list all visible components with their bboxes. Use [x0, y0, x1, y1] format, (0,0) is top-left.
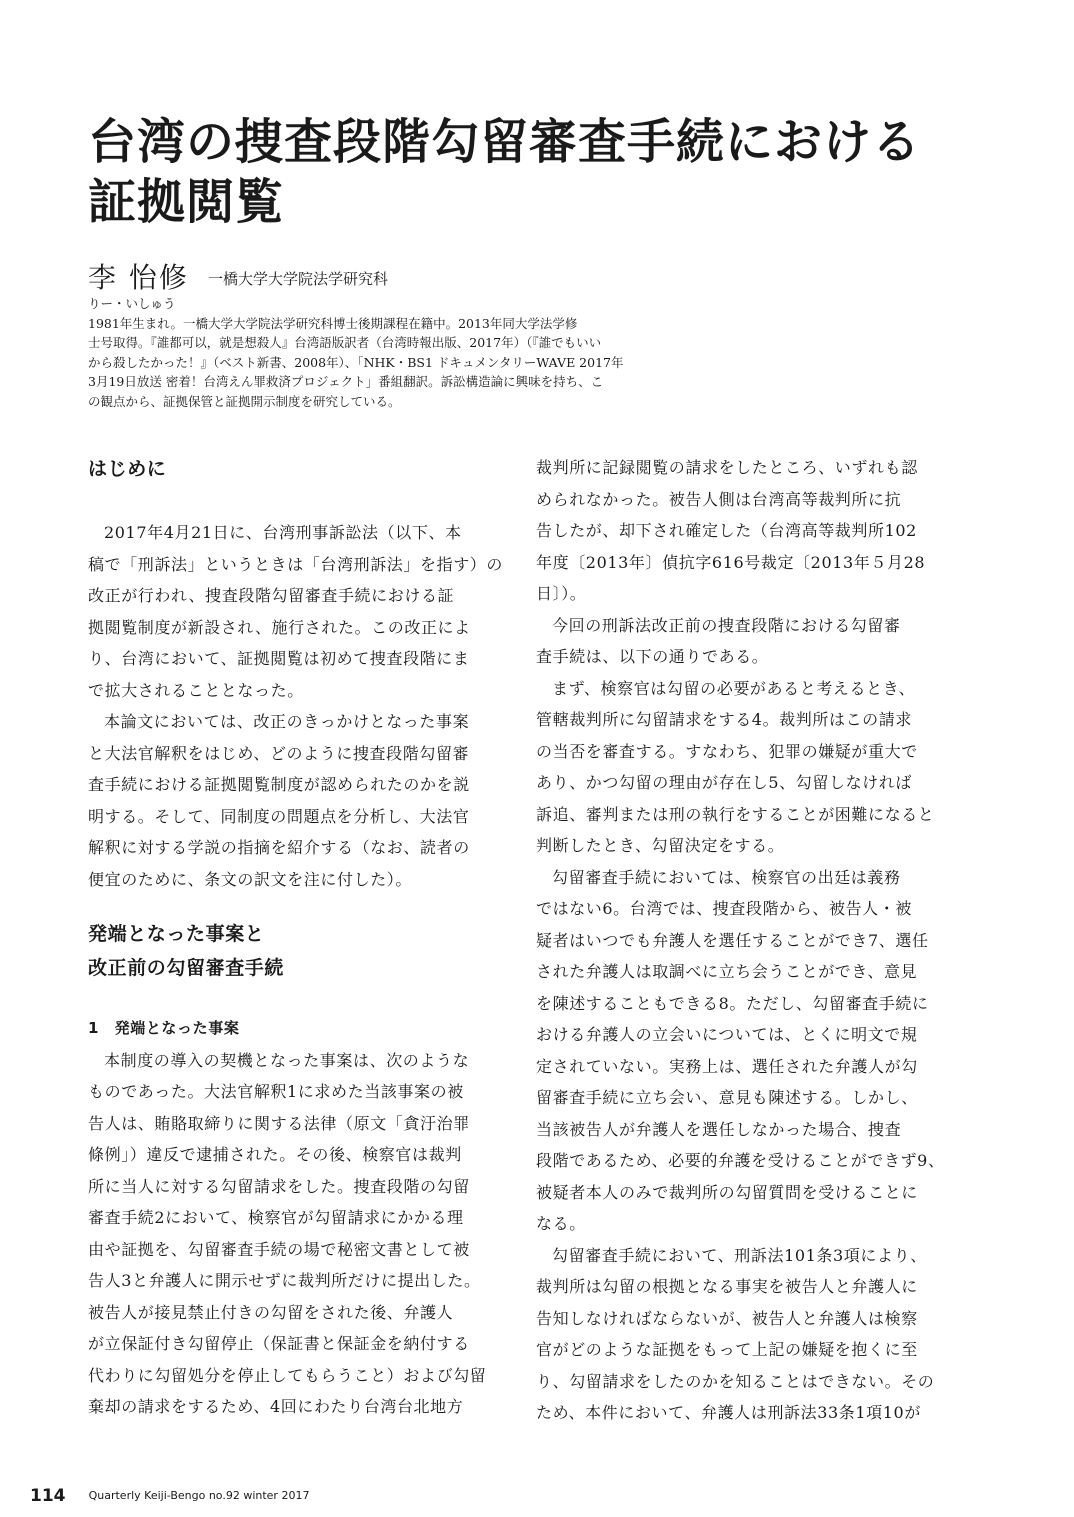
case-paragraph	[88, 1045, 506, 1423]
text-line: の当否を審査する。すなわち、犯罪の嫌疑が重大で	[536, 741, 918, 761]
author-affiliation: 一橋大学大学院法学研究科	[208, 270, 389, 288]
heading-line: 改正前の勾留審査手続	[88, 957, 285, 979]
text-line: 疑者はいつでも弁護人を選任することができ7、選任	[536, 930, 929, 950]
body-paragraph	[536, 1240, 954, 1429]
text-line: 官がどのような証拠をもって上記の嫌疑を抱くに至	[536, 1340, 918, 1359]
text-line: 日〕）。	[536, 584, 587, 603]
text-line: 條例」）違反で逮捕された。その後、検察官は裁判	[88, 1145, 462, 1164]
body-paragraph	[536, 862, 954, 1240]
body-paragraph	[536, 610, 954, 673]
text-line: 当該被告人が弁護人を選任しなかった場合、捜査	[536, 1119, 902, 1139]
text-line: なる。	[536, 1214, 586, 1233]
author-bio	[88, 294, 668, 411]
text-line: された弁護人は取調べに立ち会うことができ、意見	[536, 962, 918, 981]
text-line: おける弁護人の立会いについては、とくに明文で規	[536, 1025, 918, 1044]
text-line: 拠閲覧制度が新設され、施行された。この改正によ	[88, 617, 471, 637]
text-line: まず、検察官は勾留の必要があると考えるとき、	[552, 678, 916, 698]
text-line: り、台湾において、証拠閲覧は初めて捜査段階にま	[88, 649, 470, 668]
title-line: 証拠閲覧	[88, 174, 285, 230]
heading-section	[88, 917, 506, 985]
text-line: 審査手続2において、検察官が勾留請求にかかる理	[88, 1208, 464, 1227]
text-line: 代わりに勾留処分を停止してもらうこと）および勾留	[88, 1365, 487, 1385]
text-line: 査手続における証拠閲覧制度が認められたのかを説	[88, 775, 470, 794]
text-line: 留審査手続に立ち会い、意見も陳述する。しかし、	[536, 1088, 918, 1107]
text-line: を陳述することもできる8。ただし、勾留審査手続に	[536, 993, 929, 1013]
page-footer	[30, 1486, 309, 1506]
text-line: 勾留審査手続において、刑訴法101条3項により、	[552, 1245, 927, 1265]
text-line: 稿で「刑訴法」というときは「台湾刑訴法」を指す）の	[88, 554, 504, 574]
text-line: 管轄裁判所に勾留請求をする4。裁判所はこの請求	[536, 710, 912, 729]
page-number: 114	[30, 1486, 66, 1506]
text-line: 裁判所は勾留の根拠となる事実を被告人と弁護人に	[536, 1277, 918, 1296]
text-line: 査手続は、以下の通りである。	[536, 647, 769, 666]
article-title	[88, 112, 988, 232]
heading-line: 発端となった事案と	[88, 923, 265, 945]
text-line: 裁判所に記録閲覧の請求をしたところ、いずれも認	[536, 458, 918, 477]
author-reading: りー・いしゅう	[88, 296, 176, 311]
text-line: り、勾留請求をしたのかを知ることはできない。その	[536, 1371, 935, 1391]
text-line: 便宜のために、条文の訳文を注に付した）。	[88, 869, 413, 889]
text-line: と大法官解釈をはじめ、どのように捜査段階勾留審	[88, 743, 470, 763]
body-paragraph	[536, 673, 954, 862]
right-column	[536, 452, 954, 1429]
text-line: 告人3と弁護人に開示せずに裁判所だけに提出した。	[88, 1271, 481, 1290]
text-line: 被告人が接見禁止付きの勾留をされた後、弁護人	[88, 1302, 454, 1322]
text-line: が立保証付き勾留停止（保証書と保証金を納付する	[88, 1334, 470, 1353]
bio-line: 3月19日放送 密着！台湾えん罪救済プロジェクト」番組翻訳。訴訟構造論に興味を持ち、こ	[88, 374, 604, 389]
text-line: 本論文においては、改正のきっかけとなった事案	[104, 712, 470, 731]
author-row	[88, 256, 388, 296]
text-line: 棄却の請求をするため、4回にわたり台湾台北地方	[88, 1397, 464, 1416]
text-line: 勾留審査手続においては、検察官の出廷は義務	[552, 867, 901, 887]
left-column	[88, 452, 506, 1423]
text-line: 2017年4月21日に、台湾刑事訴訟法（以下、本	[104, 523, 462, 542]
text-line: ではない6。台湾では、捜査段階から、被告人・被	[536, 899, 912, 918]
text-line: 告人は、賄賂取締りに関する法律（原文「貪汙治罪	[88, 1113, 470, 1133]
subheading: 1 発端となった事案	[88, 1019, 240, 1037]
author-name: 李 怡修	[88, 261, 189, 294]
text-line: 年度〔2013年〕偵抗字616号裁定〔2013年５月28	[536, 552, 926, 572]
text-line: あり、かつ勾留の理由が存在し5、勾留しなければ	[536, 773, 912, 792]
body-paragraph	[536, 452, 954, 610]
bio-line: の観点から、証拠保管と証拠開示制度を研究している。	[88, 393, 401, 409]
heading-introduction: はじめに	[88, 458, 167, 480]
journal-name: Quarterly Keiji-Bengo no.92 winter 2017	[88, 1489, 310, 1502]
text-line: 由や証拠を、勾留審査手続の場で秘密文書として被	[88, 1239, 470, 1259]
text-line: 判断したとき、勾留決定をする。	[536, 836, 785, 855]
intro-paragraph	[88, 517, 506, 706]
text-line: 今回の刑訴法改正前の捜査段階における勾留審	[552, 615, 901, 635]
text-line: 所に当人に対する勾留請求をした。捜査段階の勾留	[88, 1176, 470, 1196]
text-line: 定されていない。実務上は、選任された弁護人が勾	[536, 1056, 918, 1076]
text-line: で拡大されることとなった。	[88, 680, 304, 700]
text-line: ものであった。大法官解釈1に求めた当該事案の被	[88, 1082, 464, 1101]
title-line: 台湾の捜査段階勾留審査手続における	[88, 114, 922, 170]
bio-line: から殺したかった！』（ベスト新書、2008年）、「NHK・BS1 ドキュメンタリーWAVE 2017年	[88, 354, 624, 370]
intro-paragraph	[88, 706, 506, 895]
text-line: 訴追、審判または刑の執行をすることが困難になると	[536, 804, 935, 824]
text-line: 明する。そして、同制度の問題点を分析し、大法官	[88, 806, 470, 826]
text-line: 本制度の導入の契機となった事案は、次のような	[104, 1050, 470, 1070]
text-line: 改正が行われ、捜査段階勾留審査手続における証	[88, 586, 455, 605]
text-line: められなかった。被告人側は台湾高等裁判所に抗	[536, 489, 902, 509]
text-line: 被疑者本人のみで裁判所の勾留質問を受けることに	[536, 1182, 918, 1202]
text-line: 告知しなければならないが、被告人と弁護人は検察	[536, 1308, 918, 1328]
bio-line: 1981年生まれ。一橋大学大学院法学研究科博士後期課程在籍中。2013年同大学法学修	[88, 315, 578, 331]
text-line: 段階であるため、必要的弁護を受けることができず9、	[536, 1151, 945, 1170]
text-line: 告したが、却下され確定した（台湾高等裁判所102	[536, 521, 917, 540]
text-line: ため、本件において、弁護人は刑訴法33条1項10が	[536, 1403, 921, 1422]
text-line: 解釈に対する学説の指摘を紹介する（なお、読者の	[88, 838, 470, 857]
bio-line: 士号取得。『誰都可以，就是想殺人』台湾語版訳者（台湾時報出版、2017年）（『誰でもいい	[88, 335, 602, 350]
